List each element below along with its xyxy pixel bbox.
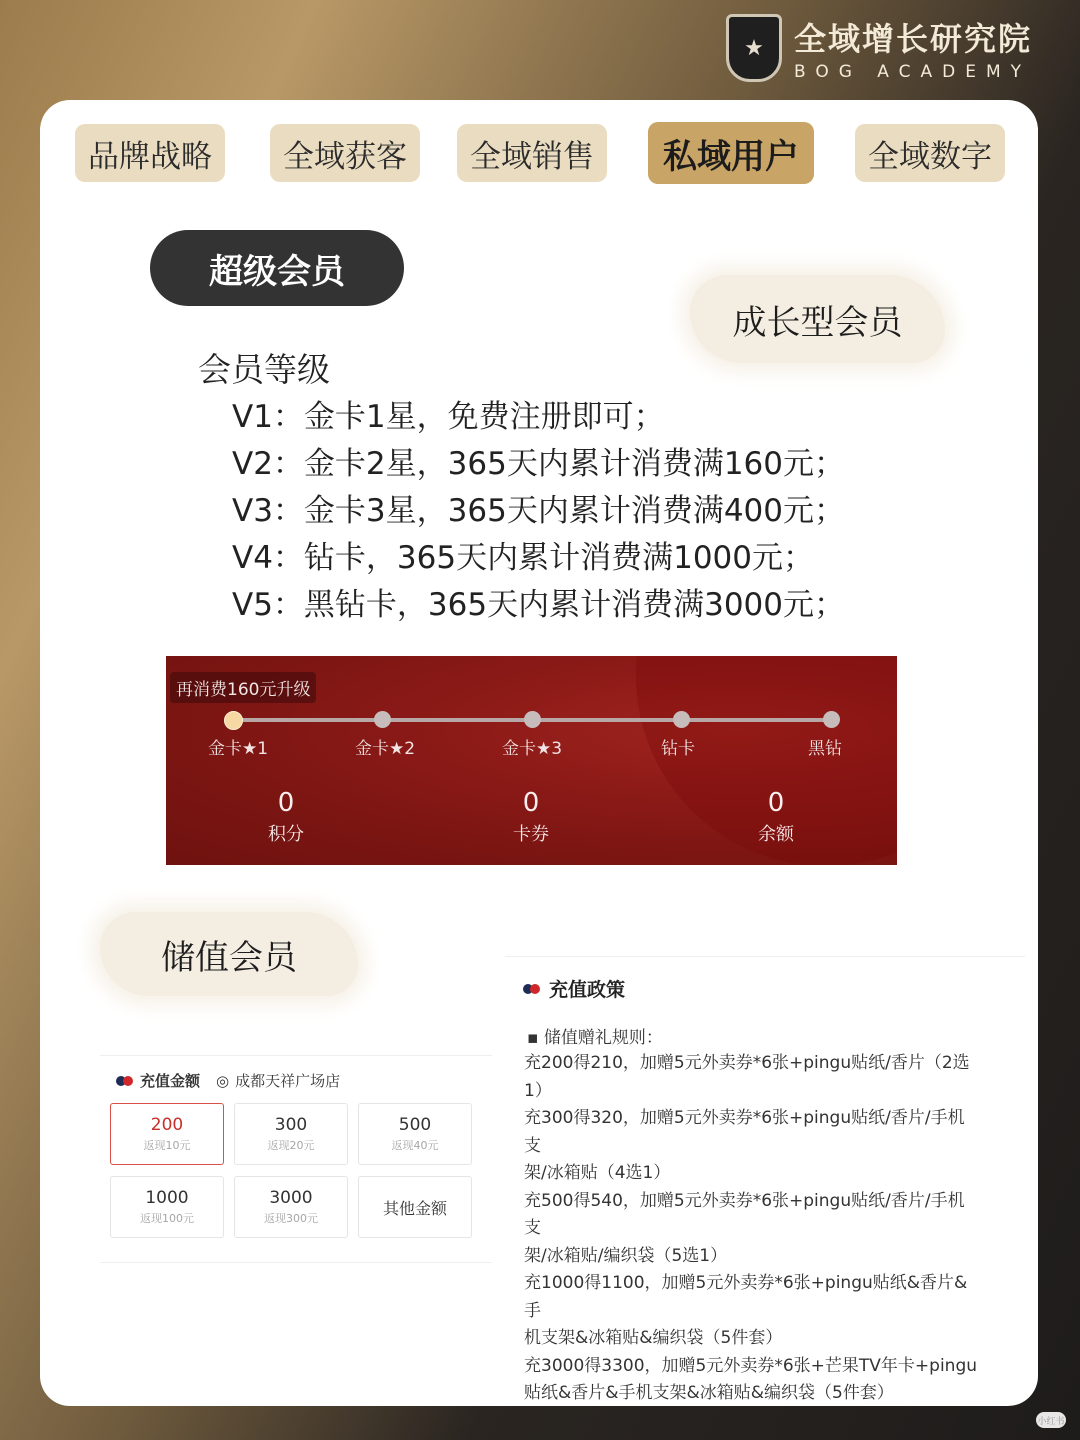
amount-option-300[interactable]: [234, 1103, 348, 1165]
policy-line: 充3000得3300，加赠5元外卖券*6张+芒果TV年卡+pingu: [524, 1355, 978, 1376]
level-item: V2：金卡2星，365天内累计消费满160元；: [232, 446, 845, 482]
policy-title: 充值政策: [549, 979, 626, 1001]
level-item: V5：黑钻卡，365天内累计消费满3000元；: [232, 587, 845, 623]
other-amount-label: 其他金额: [382, 1198, 447, 1218]
stat-label: 卡券: [513, 824, 549, 845]
policy-subtitle: ▪ 储值赠礼规则：: [527, 1028, 663, 1048]
amount-option-1000[interactable]: [110, 1176, 224, 1238]
amount-value: 500: [398, 1115, 432, 1135]
amount-value: 3000: [269, 1188, 313, 1208]
stat-label: 积分: [268, 824, 304, 845]
content-card: [40, 100, 1038, 1406]
amount-value: 300: [274, 1115, 308, 1135]
amount-option-3000[interactable]: [234, 1176, 348, 1238]
growth-member-label: 成长型会员: [732, 302, 903, 343]
recharge-title: 充值金额: [140, 1072, 201, 1090]
policy-line: 充200得210，加赠5元外卖券*6张+pingu贴纸/香片（2选: [524, 1053, 970, 1073]
policy-line: 架/冰箱贴/编织袋（5选1）: [524, 1245, 728, 1266]
recharge-policy: [505, 956, 1025, 1403]
levels-list: [232, 394, 845, 629]
policy-line: 充300得320，加赠5元外卖券*6张+pingu贴纸/香片/手机支: [524, 1108, 965, 1156]
policy-header: [523, 975, 625, 1002]
amount-value: 200: [150, 1115, 184, 1135]
tab-sales[interactable]: 全域销售: [457, 124, 607, 182]
upgrade-hint: 再消费160元升级: [170, 672, 316, 703]
stat-value: 0: [277, 788, 295, 818]
brand-dots-icon: [523, 983, 541, 995]
stat-points[interactable]: [226, 788, 346, 846]
tab-brand-strategy[interactable]: 品牌战略: [75, 124, 225, 182]
amount-bonus: 返现20元: [267, 1139, 315, 1152]
watermark: 小红书: [1036, 1412, 1066, 1428]
level-label: 钻卡: [661, 739, 695, 759]
policy-line: 1）: [524, 1080, 552, 1101]
amount-bonus: 返现300元: [264, 1212, 318, 1225]
amount-bonus: 返现10元: [143, 1139, 191, 1152]
level-dot: [374, 711, 391, 728]
level-item: V1：金卡1星，免费注册即可；: [232, 399, 665, 435]
policy-line: 机支架&冰箱贴&编织袋（5件套）: [524, 1328, 783, 1348]
academy-logo-icon: ★: [726, 14, 782, 82]
stat-coupons[interactable]: [471, 788, 591, 846]
amount-bonus: 返现100元: [140, 1212, 194, 1225]
member-card-panel: [166, 656, 897, 865]
section-title-pill: 超级会员: [150, 230, 404, 306]
amount-bonus: 返现40元: [391, 1139, 439, 1152]
policy-line: 贴纸&香片&手机支架&冰箱贴&编织袋（5件套）: [524, 1383, 894, 1403]
recharge-header: [116, 1070, 340, 1091]
level-label: 金卡★2: [354, 739, 416, 759]
brand-name-en: BOG ACADEMY: [793, 62, 1032, 82]
stat-value: 0: [522, 788, 540, 818]
level-item: V3：金卡3星，365天内累计消费满400元；: [232, 493, 845, 529]
stored-member-label: 储值会员: [161, 937, 297, 978]
location-pin-icon: ◎: [216, 1071, 230, 1090]
amount-option-200[interactable]: [110, 1103, 224, 1165]
level-dot: [524, 711, 541, 728]
level-item: V4：钻卡，365天内累计消费满1000元；: [232, 540, 814, 576]
amount-value: 1000: [145, 1188, 189, 1208]
amount-option-500[interactable]: [358, 1103, 472, 1165]
stat-value: 0: [767, 788, 785, 818]
recharge-amount-widget: [100, 1055, 492, 1263]
level-label: 金卡★3: [501, 739, 563, 759]
amount-option-other[interactable]: [358, 1176, 472, 1238]
policy-line: 充1000得1100，加赠5元外卖券*6张+pingu贴纸&香片&手: [524, 1273, 968, 1321]
level-dot: [673, 711, 690, 728]
stored-member-tag: [100, 912, 358, 996]
tab-digital[interactable]: 全域数字: [855, 124, 1005, 182]
level-label: 黑钻: [808, 739, 842, 759]
growth-member-tag: [690, 275, 945, 363]
stat-balance[interactable]: [716, 788, 836, 846]
level-dot: [823, 711, 840, 728]
stat-label: 余额: [758, 824, 794, 845]
levels-title: 会员等级: [198, 350, 330, 389]
tab-private-users[interactable]: 私域用户: [648, 122, 814, 184]
policy-lines: [524, 1050, 979, 1408]
brand-header: [726, 14, 1032, 82]
brand-names: [794, 14, 1032, 82]
tab-acquisition[interactable]: 全域获客: [270, 124, 420, 182]
brand-name-cn: 全域增长研究院: [793, 20, 1032, 58]
policy-line: 充500得540，加赠5元外卖券*6张+pingu贴纸/香片/手机支: [524, 1190, 965, 1238]
level-dot-current: [224, 711, 243, 730]
category-tabs: [75, 124, 1005, 182]
brand-dots-icon: [116, 1075, 134, 1087]
policy-line: 架/冰箱贴（4选1）: [524, 1163, 671, 1183]
level-label: 金卡★1: [207, 739, 269, 759]
store-name: 成都天祥广场店: [235, 1072, 341, 1090]
